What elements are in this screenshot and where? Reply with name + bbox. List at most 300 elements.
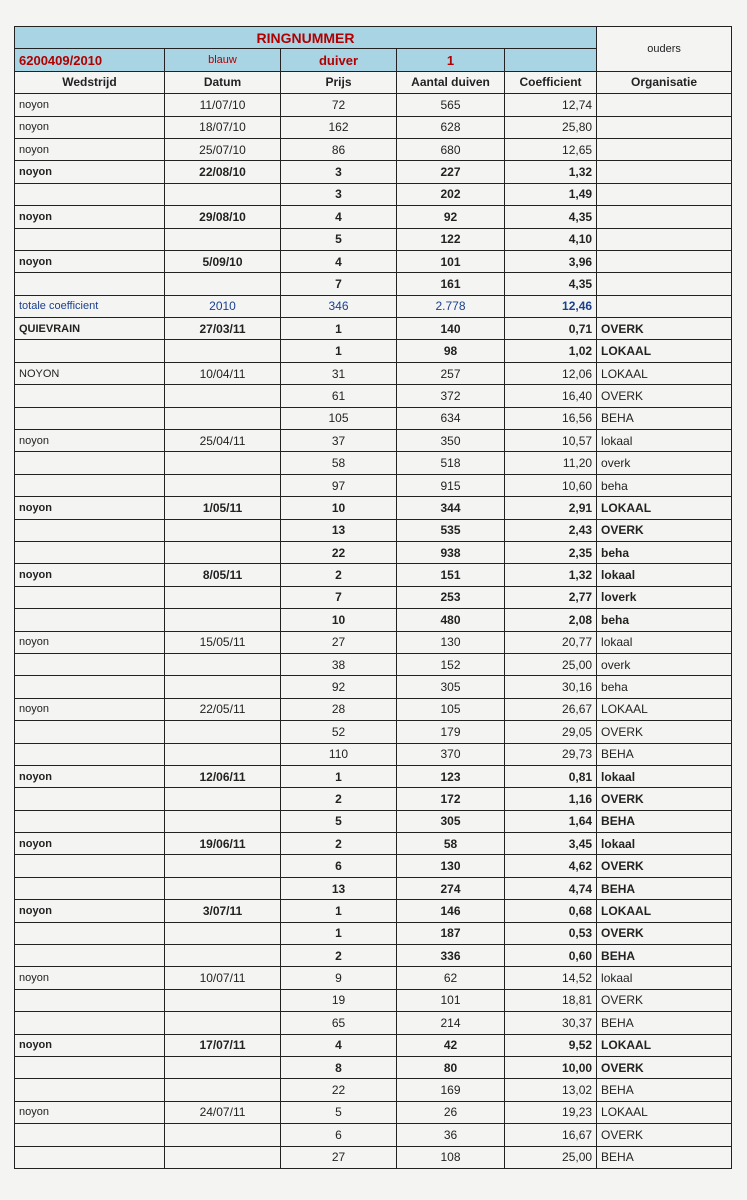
table-row	[15, 586, 732, 608]
table-row	[15, 474, 732, 496]
cell-organisatie: BEHA	[597, 407, 732, 429]
table-row	[15, 541, 732, 563]
column-headers	[15, 71, 732, 93]
cell-wedstrijd: noyon	[15, 497, 165, 519]
cell-prijs: 2	[281, 788, 397, 810]
cell-organisatie: LOKAAL	[597, 340, 732, 362]
cell-prijs: 38	[281, 653, 397, 675]
cell-wedstrijd	[15, 1056, 165, 1078]
cell-coefficient: 2,91	[505, 497, 597, 519]
cell-prijs: 37	[281, 430, 397, 452]
cell-prijs: 4	[281, 206, 397, 228]
cell-aantal: 179	[397, 721, 505, 743]
table-row	[15, 810, 732, 832]
cell-organisatie: LOKAAL	[597, 900, 732, 922]
table-row	[15, 967, 732, 989]
cell-wedstrijd: noyon	[15, 765, 165, 787]
cell-datum	[165, 922, 281, 944]
cell-wedstrijd: noyon	[15, 1034, 165, 1056]
table-row	[15, 1146, 732, 1168]
table-row	[15, 430, 732, 452]
cell-organisatie: OVERK	[597, 855, 732, 877]
cell-prijs: 19	[281, 989, 397, 1011]
cell-organisatie: loverk	[597, 586, 732, 608]
cell-prijs: 3	[281, 161, 397, 183]
table-row	[15, 407, 732, 429]
cell-datum: 11/07/10	[165, 94, 281, 116]
cell-prijs: 8	[281, 1056, 397, 1078]
cell-coefficient: 18,81	[505, 989, 597, 1011]
cell-datum: 10/07/11	[165, 967, 281, 989]
cell-wedstrijd	[15, 1079, 165, 1101]
cell-aantal: 565	[397, 94, 505, 116]
cell-aantal: 152	[397, 653, 505, 675]
cell-wedstrijd	[15, 407, 165, 429]
cell-aantal: 101	[397, 989, 505, 1011]
cell-wedstrijd	[15, 183, 165, 205]
cell-organisatie: BEHA	[597, 1079, 732, 1101]
cell-prijs: 13	[281, 877, 397, 899]
cell-organisatie: OVERK	[597, 721, 732, 743]
table-row	[15, 631, 732, 653]
cell-wedstrijd: noyon	[15, 967, 165, 989]
cell-wedstrijd	[15, 721, 165, 743]
cell-coefficient: 29,73	[505, 743, 597, 765]
cell-datum	[165, 989, 281, 1011]
cell-organisatie: beha	[597, 474, 732, 496]
cell-coefficient: 4,35	[505, 273, 597, 295]
cell-coefficient: 12,06	[505, 362, 597, 384]
cell-coefficient: 11,20	[505, 452, 597, 474]
pigeon-type: duiver	[281, 49, 397, 71]
cell-organisatie: BEHA	[597, 945, 732, 967]
cell-aantal: 151	[397, 564, 505, 586]
cell-datum	[165, 586, 281, 608]
table-row	[15, 94, 732, 116]
cell-datum	[165, 340, 281, 362]
cell-organisatie: overk	[597, 653, 732, 675]
cell-datum	[165, 743, 281, 765]
cell-datum	[165, 519, 281, 541]
cell-wedstrijd	[15, 609, 165, 631]
cell-wedstrijd	[15, 519, 165, 541]
cell-datum	[165, 945, 281, 967]
cell-aantal: 350	[397, 430, 505, 452]
cell-organisatie: BEHA	[597, 1012, 732, 1034]
cell-prijs: 4	[281, 250, 397, 272]
cell-organisatie: OVERK	[597, 1124, 732, 1146]
cell-aantal: 227	[397, 161, 505, 183]
cell-organisatie: OVERK	[597, 519, 732, 541]
cell-prijs: 162	[281, 116, 397, 138]
cell-wedstrijd	[15, 653, 165, 675]
col-header-wedstrijd: Wedstrijd	[15, 71, 165, 93]
cell-datum: 3/07/11	[165, 900, 281, 922]
table-row	[15, 788, 732, 810]
cell-prijs: 5	[281, 228, 397, 250]
cell-coefficient: 12,46	[505, 295, 597, 317]
cell-aantal: 187	[397, 922, 505, 944]
cell-prijs: 346	[281, 295, 397, 317]
cell-aantal: 80	[397, 1056, 505, 1078]
table-row	[15, 161, 732, 183]
cell-organisatie: OVERK	[597, 922, 732, 944]
cell-datum: 15/05/11	[165, 631, 281, 653]
cell-coefficient: 0,81	[505, 765, 597, 787]
cell-datum	[165, 183, 281, 205]
cell-aantal: 140	[397, 318, 505, 340]
header-title: RINGNUMMER	[15, 27, 597, 49]
cell-prijs: 92	[281, 676, 397, 698]
cell-wedstrijd	[15, 743, 165, 765]
cell-coefficient: 14,52	[505, 967, 597, 989]
cell-aantal: 518	[397, 452, 505, 474]
table-row	[15, 206, 732, 228]
table-row	[15, 765, 732, 787]
cell-coefficient: 12,65	[505, 138, 597, 160]
cell-aantal: 169	[397, 1079, 505, 1101]
cell-organisatie: LOKAAL	[597, 362, 732, 384]
pigeon-index: 1	[397, 49, 505, 71]
cell-organisatie	[597, 273, 732, 295]
cell-aantal: 130	[397, 631, 505, 653]
cell-wedstrijd	[15, 1012, 165, 1034]
cell-datum: 24/07/11	[165, 1101, 281, 1123]
cell-datum	[165, 653, 281, 675]
cell-prijs: 31	[281, 362, 397, 384]
col-header-datum: Datum	[165, 71, 281, 93]
cell-datum: 1/05/11	[165, 497, 281, 519]
cell-coefficient: 13,02	[505, 1079, 597, 1101]
ouders-label: ouders	[597, 27, 732, 72]
ring-number: 6200409/2010	[15, 49, 165, 71]
cell-coefficient: 3,96	[505, 250, 597, 272]
table-row	[15, 519, 732, 541]
cell-datum	[165, 385, 281, 407]
table-row	[15, 273, 732, 295]
cell-coefficient: 30,37	[505, 1012, 597, 1034]
cell-coefficient: 30,16	[505, 676, 597, 698]
cell-datum	[165, 474, 281, 496]
cell-prijs: 1	[281, 318, 397, 340]
cell-prijs: 4	[281, 1034, 397, 1056]
cell-wedstrijd: noyon	[15, 250, 165, 272]
cell-wedstrijd	[15, 385, 165, 407]
cell-aantal: 26	[397, 1101, 505, 1123]
cell-organisatie: OVERK	[597, 989, 732, 1011]
cell-aantal: 36	[397, 1124, 505, 1146]
cell-wedstrijd: noyon	[15, 833, 165, 855]
cell-coefficient: 9,52	[505, 1034, 597, 1056]
cell-coefficient: 2,43	[505, 519, 597, 541]
cell-prijs: 10	[281, 609, 397, 631]
cell-coefficient: 29,05	[505, 721, 597, 743]
table-row	[15, 1034, 732, 1056]
cell-datum	[165, 452, 281, 474]
cell-coefficient: 1,49	[505, 183, 597, 205]
cell-aantal: 62	[397, 967, 505, 989]
cell-prijs: 2	[281, 945, 397, 967]
cell-coefficient: 10,57	[505, 430, 597, 452]
cell-wedstrijd	[15, 788, 165, 810]
cell-wedstrijd: QUIEVRAIN	[15, 318, 165, 340]
cell-aantal: 123	[397, 765, 505, 787]
cell-wedstrijd	[15, 1146, 165, 1168]
cell-datum: 12/06/11	[165, 765, 281, 787]
cell-coefficient: 0,71	[505, 318, 597, 340]
cell-prijs: 72	[281, 94, 397, 116]
cell-wedstrijd	[15, 340, 165, 362]
table-row	[15, 183, 732, 205]
table-row	[15, 1101, 732, 1123]
cell-prijs: 65	[281, 1012, 397, 1034]
cell-wedstrijd	[15, 676, 165, 698]
cell-organisatie	[597, 295, 732, 317]
cell-datum: 5/09/10	[165, 250, 281, 272]
cell-aantal: 274	[397, 877, 505, 899]
cell-datum	[165, 228, 281, 250]
cell-wedstrijd: noyon	[15, 138, 165, 160]
table-row	[15, 676, 732, 698]
cell-prijs: 22	[281, 541, 397, 563]
cell-prijs: 1	[281, 900, 397, 922]
cell-organisatie: lokaal	[597, 833, 732, 855]
cell-wedstrijd	[15, 452, 165, 474]
cell-aantal: 628	[397, 116, 505, 138]
cell-datum: 2010	[165, 295, 281, 317]
cell-prijs: 1	[281, 340, 397, 362]
cell-datum: 17/07/11	[165, 1034, 281, 1056]
cell-datum	[165, 1056, 281, 1078]
cell-coefficient: 1,32	[505, 564, 597, 586]
cell-prijs: 27	[281, 631, 397, 653]
cell-organisatie: beha	[597, 541, 732, 563]
cell-datum	[165, 541, 281, 563]
cell-aantal: 305	[397, 676, 505, 698]
cell-aantal: 172	[397, 788, 505, 810]
table-row	[15, 721, 732, 743]
table-row	[15, 900, 732, 922]
cell-aantal: 108	[397, 1146, 505, 1168]
cell-wedstrijd: noyon	[15, 564, 165, 586]
cell-prijs: 2	[281, 833, 397, 855]
cell-datum: 29/08/10	[165, 206, 281, 228]
cell-prijs: 2	[281, 564, 397, 586]
cell-aantal: 915	[397, 474, 505, 496]
cell-organisatie: LOKAAL	[597, 497, 732, 519]
cell-wedstrijd: noyon	[15, 900, 165, 922]
cell-organisatie	[597, 116, 732, 138]
cell-organisatie: lokaal	[597, 765, 732, 787]
col-header-organisatie: Organisatie	[597, 71, 732, 93]
cell-prijs: 1	[281, 765, 397, 787]
cell-datum	[165, 273, 281, 295]
cell-wedstrijd: noyon	[15, 698, 165, 720]
cell-datum	[165, 855, 281, 877]
col-header-prijs: Prijs	[281, 71, 397, 93]
cell-wedstrijd: noyon	[15, 430, 165, 452]
cell-aantal: 634	[397, 407, 505, 429]
cell-coefficient: 10,00	[505, 1056, 597, 1078]
cell-organisatie: OVERK	[597, 318, 732, 340]
cell-coefficient: 2,77	[505, 586, 597, 608]
cell-wedstrijd	[15, 586, 165, 608]
cell-coefficient: 4,35	[505, 206, 597, 228]
cell-prijs: 58	[281, 452, 397, 474]
table-row	[15, 250, 732, 272]
cell-datum: 27/03/11	[165, 318, 281, 340]
cell-coefficient: 19,23	[505, 1101, 597, 1123]
cell-organisatie: lokaal	[597, 430, 732, 452]
cell-aantal: 370	[397, 743, 505, 765]
cell-coefficient: 10,60	[505, 474, 597, 496]
cell-aantal: 938	[397, 541, 505, 563]
cell-prijs: 6	[281, 855, 397, 877]
cell-coefficient: 25,00	[505, 1146, 597, 1168]
cell-coefficient: 16,40	[505, 385, 597, 407]
cell-prijs: 105	[281, 407, 397, 429]
cell-prijs: 5	[281, 810, 397, 832]
cell-organisatie: lokaal	[597, 564, 732, 586]
cell-organisatie	[597, 228, 732, 250]
col-header-aantal: Aantal duiven	[397, 71, 505, 93]
table-row	[15, 362, 732, 384]
cell-aantal: 535	[397, 519, 505, 541]
cell-prijs: 6	[281, 1124, 397, 1146]
table-row	[15, 138, 732, 160]
cell-coefficient: 2,08	[505, 609, 597, 631]
cell-organisatie: lokaal	[597, 631, 732, 653]
cell-prijs: 97	[281, 474, 397, 496]
cell-prijs: 5	[281, 1101, 397, 1123]
cell-aantal: 336	[397, 945, 505, 967]
cell-organisatie	[597, 161, 732, 183]
table-row	[15, 922, 732, 944]
cell-prijs: 61	[281, 385, 397, 407]
cell-coefficient: 0,53	[505, 922, 597, 944]
table-row	[15, 318, 732, 340]
cell-datum: 25/04/11	[165, 430, 281, 452]
cell-prijs: 13	[281, 519, 397, 541]
cell-prijs: 110	[281, 743, 397, 765]
cell-organisatie: beha	[597, 676, 732, 698]
cell-prijs: 7	[281, 273, 397, 295]
table-row	[15, 228, 732, 250]
cell-organisatie	[597, 94, 732, 116]
cell-coefficient: 1,64	[505, 810, 597, 832]
cell-prijs: 1	[281, 922, 397, 944]
cell-organisatie	[597, 138, 732, 160]
cell-organisatie: LOKAAL	[597, 1101, 732, 1123]
table-row	[15, 1079, 732, 1101]
cell-organisatie: beha	[597, 609, 732, 631]
results-table	[14, 26, 732, 1169]
cell-datum	[165, 1012, 281, 1034]
cell-coefficient: 16,56	[505, 407, 597, 429]
cell-prijs: 3	[281, 183, 397, 205]
cell-coefficient: 25,80	[505, 116, 597, 138]
table-row	[15, 653, 732, 675]
cell-aantal: 146	[397, 900, 505, 922]
cell-datum: 10/04/11	[165, 362, 281, 384]
cell-coefficient: 26,67	[505, 698, 597, 720]
cell-aantal: 680	[397, 138, 505, 160]
cell-wedstrijd	[15, 474, 165, 496]
cell-organisatie: BEHA	[597, 743, 732, 765]
table-row	[15, 497, 732, 519]
cell-datum: 18/07/10	[165, 116, 281, 138]
cell-coefficient: 12,74	[505, 94, 597, 116]
table-row	[15, 698, 732, 720]
table-row	[15, 1056, 732, 1078]
cell-prijs: 10	[281, 497, 397, 519]
cell-coefficient: 1,16	[505, 788, 597, 810]
cell-wedstrijd: noyon	[15, 161, 165, 183]
table-row	[15, 340, 732, 362]
cell-organisatie: OVERK	[597, 1056, 732, 1078]
cell-wedstrijd	[15, 877, 165, 899]
cell-wedstrijd	[15, 228, 165, 250]
cell-wedstrijd	[15, 989, 165, 1011]
cell-aantal: 105	[397, 698, 505, 720]
cell-coefficient: 1,32	[505, 161, 597, 183]
cell-organisatie: OVERK	[597, 385, 732, 407]
cell-datum	[165, 407, 281, 429]
cell-wedstrijd: noyon	[15, 206, 165, 228]
cell-organisatie: BEHA	[597, 877, 732, 899]
cell-wedstrijd	[15, 855, 165, 877]
cell-datum: 8/05/11	[165, 564, 281, 586]
table-row	[15, 1124, 732, 1146]
cell-organisatie	[597, 206, 732, 228]
cell-coefficient: 4,62	[505, 855, 597, 877]
cell-wedstrijd: noyon	[15, 94, 165, 116]
cell-datum	[165, 609, 281, 631]
cell-coefficient: 4,74	[505, 877, 597, 899]
cell-coefficient: 25,00	[505, 653, 597, 675]
cell-datum	[165, 1124, 281, 1146]
cell-coefficient: 0,68	[505, 900, 597, 922]
cell-datum	[165, 810, 281, 832]
cell-datum	[165, 788, 281, 810]
cell-datum	[165, 721, 281, 743]
cell-organisatie	[597, 183, 732, 205]
header-blank	[505, 49, 597, 71]
cell-aantal: 257	[397, 362, 505, 384]
cell-datum: 19/06/11	[165, 833, 281, 855]
cell-datum	[165, 1146, 281, 1168]
cell-organisatie: OVERK	[597, 788, 732, 810]
table-row	[15, 385, 732, 407]
table-row	[15, 1012, 732, 1034]
table-row	[15, 855, 732, 877]
cell-datum: 22/08/10	[165, 161, 281, 183]
table-row	[15, 877, 732, 899]
cell-wedstrijd	[15, 810, 165, 832]
cell-wedstrijd	[15, 922, 165, 944]
cell-prijs: 27	[281, 1146, 397, 1168]
cell-coefficient: 16,67	[505, 1124, 597, 1146]
cell-datum: 25/07/10	[165, 138, 281, 160]
cell-coefficient: 2,35	[505, 541, 597, 563]
cell-organisatie: LOKAAL	[597, 1034, 732, 1056]
cell-coefficient: 4,10	[505, 228, 597, 250]
cell-aantal: 202	[397, 183, 505, 205]
cell-wedstrijd: noyon	[15, 1101, 165, 1123]
cell-wedstrijd: noyon	[15, 116, 165, 138]
cell-aantal: 2.778	[397, 295, 505, 317]
table-row	[15, 833, 732, 855]
